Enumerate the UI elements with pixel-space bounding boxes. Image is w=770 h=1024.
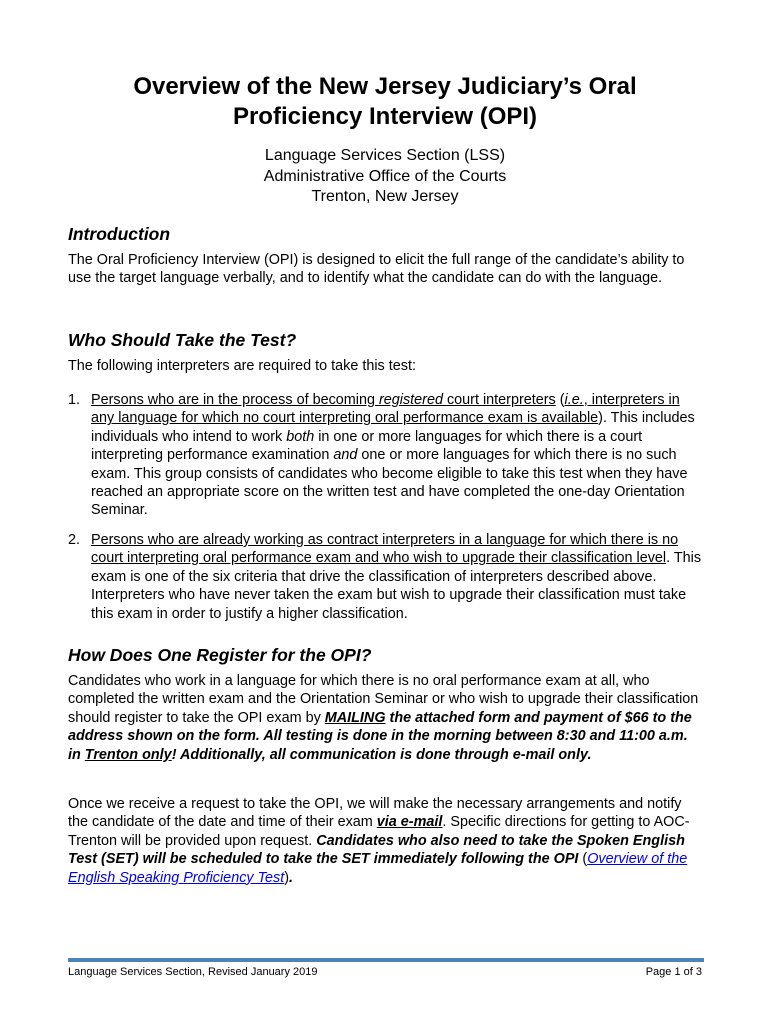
register-p1-text: Candidates who work in a language for which there is no oral performance exam at all, who completed the written exam and the Orientation Seminar or who wish to upgrade their classification should register to take the OPI exam by bbox=[68, 673, 699, 726]
intro-text: The Oral Proficiency Interview (OPI) is designed to elicit the full range of the candidate’s ability to use the target language verbally, and to identify what the candidate can do with the language. bbox=[68, 252, 685, 287]
footer-rule bbox=[68, 958, 704, 962]
who-heading: Who Should Take the Test? bbox=[68, 330, 297, 350]
link-paren-close: ) bbox=[284, 869, 290, 886]
register-paragraph-2 bbox=[68, 795, 702, 887]
page-title: Overview of the New Jersey Judiciary’s Oral Proficiency Interview (OPI) bbox=[133, 73, 637, 130]
list-number-1: 1. bbox=[68, 392, 81, 408]
register-p2-period: . bbox=[289, 869, 294, 886]
item1-paren: ( bbox=[555, 392, 565, 408]
english-test-link[interactable]: Overview of the English Speaking Proficiency Test bbox=[68, 851, 688, 886]
item1-text-2: in one or more languages for which there is a court interpreting performance examination bbox=[91, 428, 643, 464]
subtitle-block bbox=[68, 146, 702, 208]
item1-ie: i.e. bbox=[564, 392, 584, 408]
item1-underlined-3: , interpreters in any language for which no court interpreting oral performance exam is available bbox=[91, 392, 680, 427]
trenton-only-emphasis: Trenton only bbox=[84, 746, 172, 763]
via-email-emphasis: via e-mail bbox=[376, 814, 443, 831]
list-item-1-body bbox=[91, 391, 702, 520]
page-number: Page 1 of 3 bbox=[645, 966, 702, 978]
who-lead: The following interpreters are required to take this test: bbox=[68, 358, 416, 374]
link-paren-open: ( bbox=[578, 851, 588, 868]
list-item-2-body bbox=[91, 531, 702, 623]
register-p1-bold-1: the attached form and payment of $66 to the address shown on the form. All testing is done in the morning between 8:30 and 11:00 a.m. in bbox=[68, 709, 692, 763]
subtitle-line-2: Administrative Office of the Courts bbox=[263, 167, 507, 185]
register-p2-text-1: Once we receive a request to take the OPI, we will make the necessary arrangements and notify the candidate of the date and time of their exam bbox=[68, 796, 682, 831]
item1-text-1: ). This includes individuals who intend to work bbox=[91, 410, 695, 445]
item1-registered: registered bbox=[378, 392, 443, 408]
list-item-1 bbox=[68, 391, 702, 520]
list-item-2 bbox=[68, 531, 702, 623]
register-paragraph-1 bbox=[68, 672, 702, 764]
subtitle-line-3: Trenton, New Jersey bbox=[311, 188, 459, 205]
register-p2-bold: Candidates who also need to take the Spoken English Test (SET) will be scheduled to take the SET immediately following the OPI bbox=[68, 832, 685, 868]
item2-text: . This exam is one of the six criteria that drive the classification of interpreters described above. Interpreters who have never taken the exam but wish to upgrade their classification must take this exam in order to justify a higher classification. bbox=[91, 550, 702, 622]
footer-left-text: Language Services Section, Revised January 2019 bbox=[68, 966, 318, 978]
register-p2-text-2: . Specific directions for getting to AOC-Trenton will be provided upon request. bbox=[68, 814, 690, 849]
subtitle-line-1: Language Services Section (LSS) bbox=[264, 147, 506, 164]
list-number-2: 2. bbox=[68, 532, 81, 548]
item1-both: both bbox=[286, 428, 315, 445]
item1-and: and bbox=[333, 447, 358, 464]
item1-text-3: one or more languages for which there is no such exam. This group consists of candidates who become eligible to take this test when they have reached an appropriate score on the written test and have completed the one-day Orientation Seminar. bbox=[91, 447, 688, 519]
register-p1-bold-2: ! Additionally, all communication is done through e-mail only. bbox=[171, 746, 592, 763]
item2-underlined: Persons who are already working as contract interpreters in a language for which there is no court interpreting oral performance exam and who wish to upgrade their classification level bbox=[91, 532, 679, 567]
intro-heading: Introduction bbox=[68, 224, 171, 244]
mailing-emphasis: MAILING bbox=[324, 709, 386, 726]
item1-underlined-2: court interpreters bbox=[442, 392, 556, 408]
register-heading: How Does One Register for the OPI? bbox=[68, 645, 372, 665]
item1-underlined-1: Persons who are in the process of becoming bbox=[91, 392, 379, 408]
